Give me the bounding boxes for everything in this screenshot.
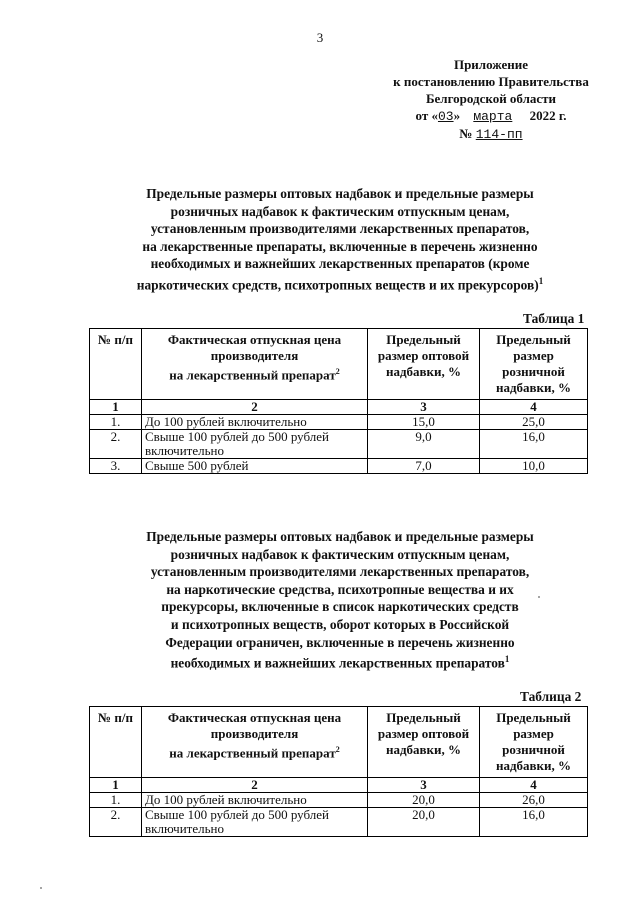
heading-line: необходимых и важнейших лекарственных препаратов (кроме	[150, 256, 530, 272]
row-num: 1.	[90, 415, 142, 430]
header-text: розничной	[502, 364, 565, 379]
scan-speck	[40, 887, 42, 889]
table-row	[90, 430, 588, 459]
header-text	[145, 364, 364, 383]
heading-line: и психотропных веществ, оборот которых в Российской	[170, 616, 510, 632]
row-wholesale: 7,0	[368, 459, 480, 474]
header-text: Предельный	[496, 332, 571, 347]
header-num: № п/п	[90, 329, 142, 400]
column-number-row	[90, 400, 588, 415]
column-number: 3	[368, 400, 480, 415]
heading-line: прекурсоры, включенные в список наркотических средств	[161, 599, 519, 615]
row-wholesale: 20,0	[368, 808, 480, 837]
table1-label: Таблица 1	[523, 311, 585, 326]
header-num: № п/п	[90, 707, 142, 778]
header-text: размер оптовой	[377, 726, 470, 741]
appendix-block	[376, 56, 606, 143]
header-text: производителя	[210, 726, 299, 741]
scan-speck	[538, 596, 540, 598]
row-num: 1.	[90, 793, 142, 808]
header-text: Фактическая отпускная цена	[167, 710, 342, 725]
table-row	[90, 808, 588, 837]
appendix-number	[376, 125, 606, 143]
row-price: До 100 рублей включительно	[142, 793, 368, 808]
header-text: размер оптовой	[377, 348, 470, 363]
header-price	[142, 707, 368, 778]
table-row	[90, 793, 588, 808]
header-text: надбавки, %	[495, 380, 572, 395]
section1-heading	[60, 185, 620, 294]
footnote-mark: 2	[335, 745, 340, 754]
row-retail: 26,0	[480, 793, 588, 808]
heading-line: на лекарственные препараты, включенные в перечень жизненно	[142, 238, 538, 254]
heading-line: на наркотические средства, психотропные вещества и их	[166, 581, 514, 597]
row-retail: 16,0	[480, 430, 588, 459]
footnote-mark: 2	[335, 367, 340, 376]
row-wholesale: 20,0	[368, 793, 480, 808]
row-retail: 25,0	[480, 415, 588, 430]
number-prefix: №	[459, 126, 473, 141]
header-text: розничной	[502, 742, 565, 757]
row-num: 3.	[90, 459, 142, 474]
column-number: 4	[480, 400, 588, 415]
row-num: 2.	[90, 808, 142, 837]
table-header-row	[90, 329, 588, 400]
header-wholesale	[368, 707, 480, 778]
header-price	[142, 329, 368, 400]
table-row	[90, 415, 588, 430]
heading-line	[60, 273, 620, 294]
date-month: марта	[473, 109, 513, 124]
page-number: 3	[316, 30, 324, 45]
column-number: 4	[480, 778, 588, 793]
header-text: Предельный	[496, 710, 571, 725]
heading-line: установленным производителями лекарственных препаратов,	[150, 221, 530, 237]
table2	[89, 706, 588, 837]
column-number: 2	[142, 400, 368, 415]
header-text	[145, 742, 364, 761]
header-text: надбавки, %	[495, 758, 572, 773]
table-header-row	[90, 707, 588, 778]
row-retail: 10,0	[480, 459, 588, 474]
date-year: 2022 г.	[529, 108, 567, 123]
header-retail	[480, 329, 588, 400]
header-retail	[480, 707, 588, 778]
header-text: размер	[513, 726, 554, 741]
header-text-part: на лекарственный препарат	[169, 745, 336, 761]
column-number: 3	[368, 778, 480, 793]
heading-line-text: необходимых и важнейших лекарственных препаратов	[170, 655, 505, 671]
heading-line: розничных надбавок к фактическим отпускным ценам,	[170, 546, 510, 562]
appendix-title: Приложение	[453, 57, 529, 72]
number-value: 114-пп	[475, 127, 523, 142]
appendix-region: Белгородской области	[425, 91, 557, 106]
row-num: 2.	[90, 430, 142, 459]
header-text: Фактическая отпускная цена	[167, 332, 342, 347]
date-prefix: от «	[415, 108, 438, 123]
footnote-mark: 1	[504, 654, 510, 665]
section2-heading	[60, 528, 620, 672]
column-number: 2	[142, 778, 368, 793]
header-wholesale	[368, 329, 480, 400]
row-retail: 16,0	[480, 808, 588, 837]
heading-line: розничных надбавок к фактическим отпускным ценам,	[170, 203, 510, 219]
column-number-row	[90, 778, 588, 793]
row-wholesale: 9,0	[368, 430, 480, 459]
appendix-date	[376, 107, 606, 125]
column-number: 1	[90, 778, 142, 793]
appendix-resolution: к постановлению Правительства	[393, 74, 589, 89]
table2-label: Таблица 2	[520, 689, 582, 704]
heading-line: Федерации ограничен, включенные в перечень жизненно	[165, 634, 515, 650]
table-row	[90, 459, 588, 474]
date-mid: »	[453, 108, 461, 123]
row-price: До 100 рублей включительно	[142, 415, 368, 430]
heading-line	[60, 651, 620, 672]
heading-line: Предельные размеры оптовых надбавок и предельные размеры	[146, 186, 534, 201]
header-text: надбавки, %	[385, 742, 462, 757]
heading-line: Предельные размеры оптовых надбавок и предельные размеры	[146, 529, 534, 544]
row-price: Свыше 100 рублей до 500 рублей включительно	[142, 808, 368, 837]
header-text: производителя	[210, 348, 299, 363]
heading-line: установленным производителями лекарственных препаратов,	[150, 564, 530, 580]
row-wholesale: 15,0	[368, 415, 480, 430]
header-text: размер	[513, 348, 554, 363]
row-price: Свыше 500 рублей	[142, 459, 368, 474]
header-text-part: на лекарственный препарат	[169, 367, 336, 383]
date-day: 03	[437, 109, 454, 124]
header-text: надбавки, %	[385, 364, 462, 379]
header-text: Предельный	[386, 710, 461, 725]
header-text: Предельный	[386, 332, 461, 347]
heading-line-text: наркотических средств, психотропных веществ и их прекурсоров)	[136, 277, 539, 293]
footnote-mark: 1	[538, 275, 544, 286]
column-number: 1	[90, 400, 142, 415]
table1	[89, 328, 588, 474]
row-price: Свыше 100 рублей до 500 рублей включительно	[142, 430, 368, 459]
